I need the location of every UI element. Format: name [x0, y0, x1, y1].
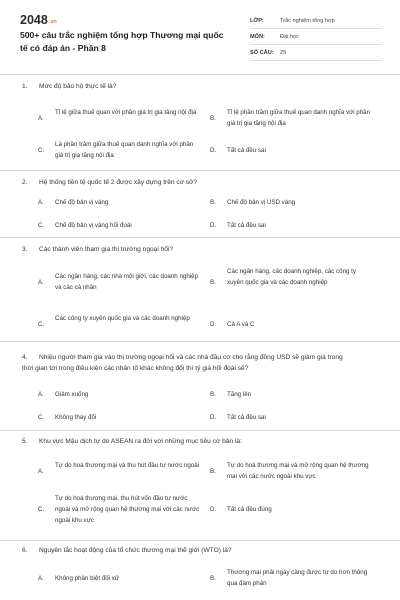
question-6: [0, 540, 400, 600]
option-letter: D.: [210, 147, 217, 154]
option-text: Cả A và C: [227, 321, 255, 328]
question-stem: [22, 352, 352, 374]
question-stem: [22, 436, 382, 447]
meta-row-class: [250, 13, 382, 29]
option-text: Chế độ bản vị USD vàng: [227, 199, 296, 206]
meta-value: Đại học: [280, 33, 299, 40]
option-letter: D.: [210, 321, 217, 328]
option-letter: A.: [38, 279, 44, 286]
option-letter: D.: [210, 506, 217, 513]
question-4: [0, 341, 400, 426]
option-text: Các công ty xuyên quốc gia và các doanh nghiệp: [55, 315, 190, 322]
option-text: Không phân biệt đối xử: [55, 575, 120, 582]
question-text: Các thành viên tham gia thị trường ngoại hối?: [39, 246, 174, 253]
option-text: Các ngân hàng, các doanh nghiệp, các công ty xuyên quốc gia và các doanh nghiệp: [227, 268, 356, 286]
option-text: Tăng lên: [227, 391, 252, 398]
option-letter: D.: [210, 414, 217, 421]
meta-table: [250, 13, 382, 61]
option-letter: A.: [38, 575, 44, 582]
question-text: Nhiều người tham gia vào thị trường ngoại hối và các nhà đầu cơ cho rằng đồng USD sẽ giảm giá trong thời gian tới trong điều kiện các nhân tố khác không đổi thì tỷ giá hối đoái sẽ?: [22, 354, 343, 372]
option-text: Tất cả đều đúng: [227, 506, 272, 513]
option-text: Tự do hoá thương mại và thu hút đầu tư nước ngoài: [55, 462, 200, 469]
option-text: Tất cả đều sai: [227, 222, 266, 229]
question-stem: [22, 177, 382, 188]
meta-value: Trắc nghiệm tổng hợp: [280, 17, 335, 24]
option-text: Chế độ bản vị vàng: [55, 199, 109, 206]
meta-key: LỚP:: [250, 17, 264, 24]
question-number: 3.: [22, 246, 28, 253]
question-stem: [22, 81, 382, 92]
option-letter: D.: [210, 222, 217, 229]
option-text: Là phần trăm giữa thuế quan danh nghĩa với phần giá trị gia tăng nội địa: [55, 141, 194, 159]
question-2: [0, 170, 400, 237]
question-number: 4.: [22, 354, 28, 361]
option-text: Chế độ bản vị vàng hối đoái: [55, 222, 132, 229]
option-text: Tất cả đều sai: [227, 414, 266, 421]
header: [0, 0, 400, 72]
page-title: 500+ câu trắc nghiệm tổng hợp Thương mại quốc tế có đáp án - Phần 8: [20, 30, 224, 53]
option-letter: B.: [210, 279, 216, 286]
option-letter: A.: [38, 199, 44, 206]
question-number: 5.: [22, 438, 28, 445]
logo-suffix: .vn: [48, 19, 57, 25]
question-number: 2.: [22, 179, 28, 186]
logo-text: 2048: [20, 13, 48, 27]
meta-key: SỐ CÂU:: [250, 49, 274, 56]
option-letter: B.: [210, 199, 216, 206]
option-letter: C.: [38, 321, 45, 328]
option-letter: B.: [210, 115, 216, 122]
option-letter: B.: [210, 391, 216, 398]
question-number: 6.: [22, 547, 28, 554]
question-text: Khu vực Mậu dịch tự do ASEAN ra đời với những mục tiêu cơ bản là:: [39, 438, 242, 445]
option-letter: C.: [38, 506, 45, 513]
meta-key: MÔN:: [250, 33, 265, 40]
question-text: Hệ thống tiền tệ quốc tế 2 được xây dựng trên cơ sở?: [39, 179, 198, 186]
option-text: Tất cả đều sai: [227, 147, 266, 154]
option-text: Tự do hoá thương mại và mở rộng quan hệ thương mại với các nước ngoài khu vực: [227, 462, 369, 480]
option-letter: B.: [210, 468, 216, 475]
option-text: Tỉ lệ giữa thuế quan với phần giá trị gia tăng nội địa: [55, 109, 197, 116]
option-text: Tự do hoá thương mại, thu hút vốn đầu tư nước ngoài và mở rộng quan hệ thương mại với các nước ngoài khu vực: [55, 495, 200, 524]
question-text: Mức độ bảo hộ thực tế là?: [39, 83, 117, 90]
question-stem: [22, 244, 382, 255]
option-letter: C.: [38, 222, 45, 229]
option-text: Các ngân hàng, các nhà môi giới, các doanh nghiệp và các cá nhân: [55, 273, 199, 291]
question-1: [0, 74, 400, 170]
site-logo[interactable]: [20, 13, 57, 27]
option-letter: C.: [38, 414, 45, 421]
question-3: [0, 237, 400, 338]
option-letter: A.: [38, 468, 44, 475]
option-text: Tỉ lệ phần trăm giữa thuế quan danh nghĩa với phần giá trị gia tăng nội địa: [227, 109, 371, 127]
meta-row-count: [250, 45, 382, 61]
question-number: 1.: [22, 83, 28, 90]
option-text: Không thay đổi: [55, 414, 97, 421]
meta-row-subject: [250, 29, 382, 45]
question-stem: [22, 545, 382, 556]
option-letter: B.: [210, 575, 216, 582]
option-letter: C.: [38, 147, 45, 154]
question-text: Nguyên tắc hoạt động của tổ chức thương mại thế giới (WTO) là?: [39, 547, 232, 554]
option-text: Thương mại phải ngày càng được tự do hơn thông qua đàm phán: [227, 569, 368, 587]
question-5: [0, 430, 400, 540]
option-letter: A.: [38, 115, 44, 122]
option-text: Giảm xuống: [55, 391, 89, 398]
option-letter: A.: [38, 391, 44, 398]
meta-value: 25: [280, 49, 287, 56]
